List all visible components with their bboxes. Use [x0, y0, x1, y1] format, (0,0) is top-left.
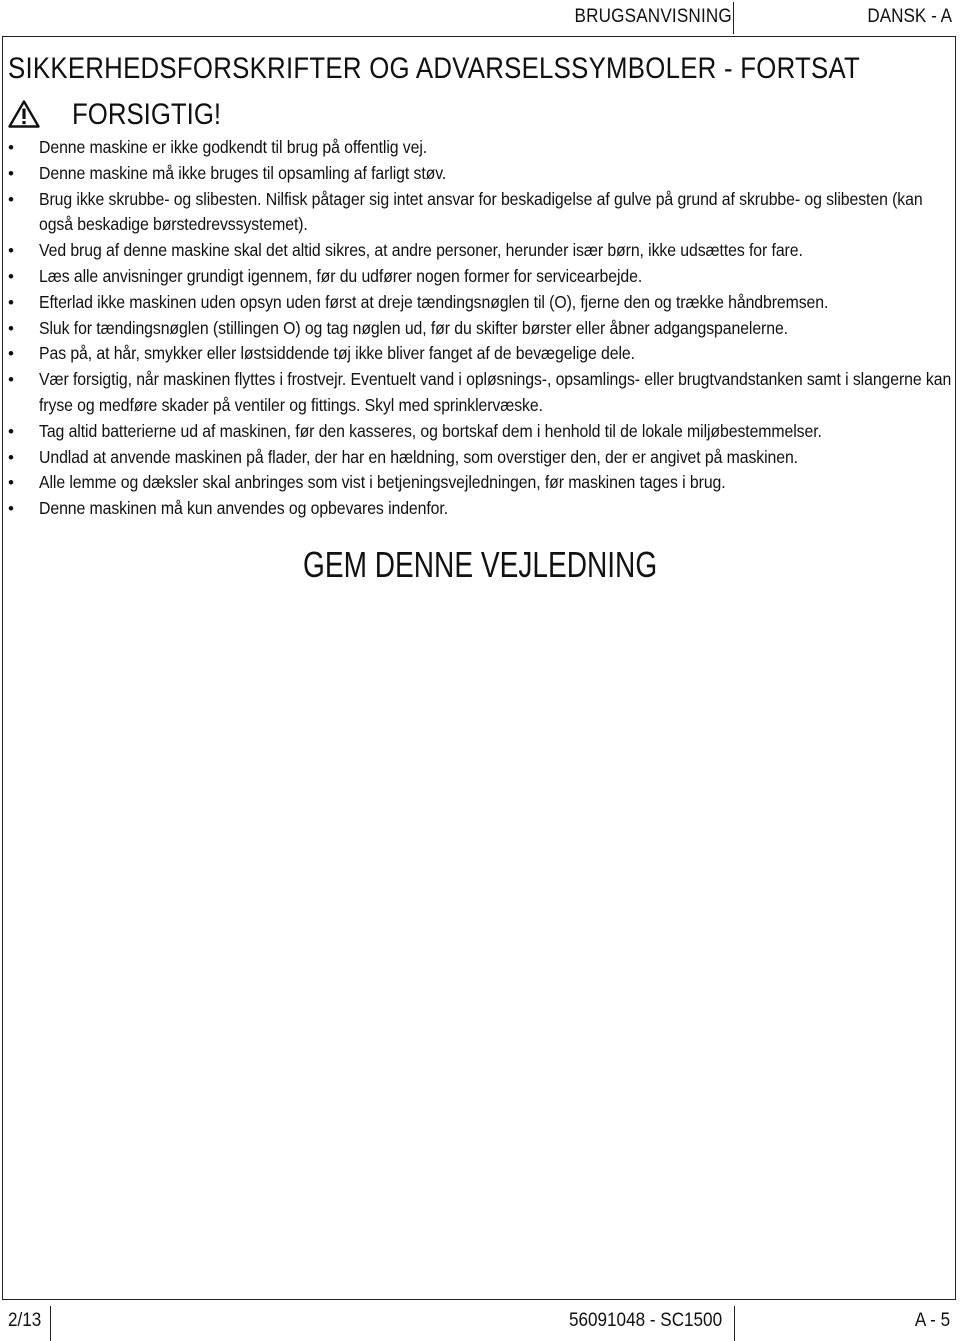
- page-header: [0, 0, 960, 36]
- list-item: • Læs alle anvisninger grundigt igennem, før du udfører nogen former for servicearbejde.: [8, 264, 948, 290]
- list-item: • Efterlad ikke maskinen uden opsyn uden først at dreje tændingsnøglen til (O), fjerne den og trække håndbremsen.: [8, 290, 948, 316]
- page-title: SIKKERHEDSFORSKRIFTER OG ADVARSELSSYMBOLER - FORTSAT: [8, 52, 861, 85]
- header-language: DANSK - A: [867, 6, 952, 27]
- list-item: • Undlad at anvende maskinen på flader, der har en hældning, som overstiger den, der er angivet på maskinen.: [8, 445, 948, 471]
- header-section: BRUGSANVISNING: [574, 6, 732, 27]
- footer-page-number: A - 5: [914, 1310, 950, 1331]
- list-item: • Pas på, at hår, smykker eller løstsiddende tøj ikke bliver fanget af de bevægelige dele.: [8, 341, 948, 367]
- list-item: • Denne maskinen må kun anvendes og opbevares indenfor.: [8, 496, 948, 522]
- save-instructions-title: GEM DENNE VEJLEDNING: [303, 544, 658, 585]
- footer-divider: [50, 1306, 51, 1341]
- footer-date: 2/13: [8, 1310, 42, 1331]
- list-item: • Sluk for tændingsnøglen (stillingen O) og tag nøglen ud, før du skifter børster eller åbner adgangspanelerne.: [8, 316, 948, 342]
- list-item: • Denne maskine må ikke bruges til opsamling af farligt støv.: [8, 161, 948, 187]
- footer-doc-number: 56091048 - SC1500: [568, 1310, 722, 1331]
- header-divider: [733, 2, 734, 34]
- list-item: • Brug ikke skrubbe- og slibesten. Nilfisk påtager sig intet ansvar for beskadigelse af gulve på grund af skrubbe- og slibesten (kan også beskadige børstedrevssystemet).: [8, 187, 948, 239]
- list-item: • Vær forsigtig, når maskinen flyttes i frostvejr. Eventuelt vand i opløsnings-, opsamlings- eller brugtvandstanken samt i slangerne kan fryse og medføre skader på ventiler og fittings. Skyl med sprinklervæske.: [8, 367, 948, 419]
- list-item: • Tag altid batterierne ud af maskinen, før den kasseres, og bortskaf dem i henhold til de lokale miljøbestemmelser.: [8, 419, 948, 445]
- safety-list: [8, 135, 952, 522]
- warning-title: FORSIGTIG!: [72, 98, 222, 131]
- page-footer: [0, 1306, 960, 1341]
- list-item: • Alle lemme og dæksler skal anbringes som vist i betjeningsvejledningen, før maskinen tages i brug.: [8, 470, 948, 496]
- warning-heading: [8, 98, 908, 130]
- list-item: • Denne maskine er ikke godkendt til brug på offentlig vej.: [8, 135, 948, 161]
- list-item: • Ved brug af denne maskine skal det altid sikres, at andre personer, herunder især børn, ikke udsættes for fare.: [8, 238, 948, 264]
- warning-triangle-icon: [8, 100, 40, 128]
- footer-divider: [734, 1306, 735, 1341]
